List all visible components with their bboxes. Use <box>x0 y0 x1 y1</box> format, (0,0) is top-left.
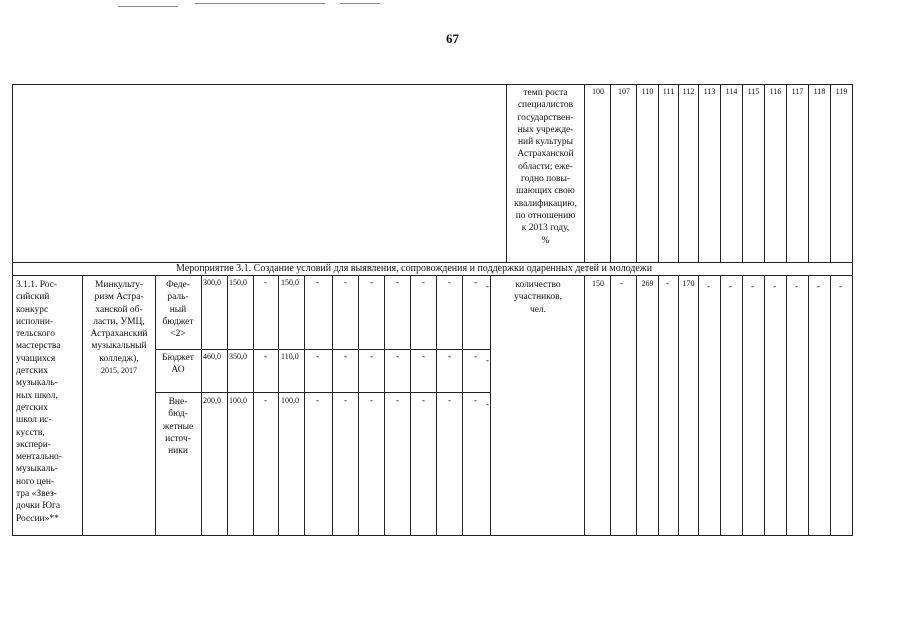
year-value: 112 <box>682 87 695 96</box>
activity-name-line: учащихся <box>16 353 56 364</box>
year-value: 100 <box>592 87 604 96</box>
activity-name-line: тра «Звез- <box>16 489 57 500</box>
table-border <box>201 275 202 535</box>
year-value: 115 <box>747 87 760 96</box>
executor-line: Астраханский <box>90 329 148 340</box>
funding-source-regional <box>155 352 201 377</box>
indicator-line: участников, <box>513 292 563 303</box>
funding-value: - <box>422 395 425 405</box>
indicator-value: - <box>795 281 798 291</box>
funding-value: - <box>474 395 477 405</box>
funding-value: - <box>474 351 477 361</box>
funding-value: 110,0 <box>281 352 299 361</box>
indicator-line: годно повы- <box>520 174 571 185</box>
table-border <box>584 275 585 535</box>
year-value: 118 <box>813 87 826 96</box>
funding-value: - <box>344 351 347 361</box>
funding-value: - <box>486 355 489 365</box>
funding-value: - <box>396 277 399 287</box>
table-border <box>12 84 853 85</box>
table-border <box>764 275 765 535</box>
indicator-value: - <box>773 281 776 291</box>
table-border <box>384 275 385 535</box>
indicator-line: шающих свою <box>516 186 575 197</box>
activity-name-line: ных школ, <box>16 390 58 401</box>
activity-name-line: школ ис- <box>16 415 52 426</box>
table-border <box>490 275 491 535</box>
funding-value: 200,0 <box>203 396 221 405</box>
funding-value: - <box>344 395 347 405</box>
funding-value: 460,0 <box>203 352 221 361</box>
year-value: 117 <box>791 87 804 96</box>
indicator-line: к 2013 году, <box>521 223 570 234</box>
year-value: 107 <box>618 87 630 96</box>
measure-title: Мероприятие 3.1. Создание условий для выявления, сопровождения и поддержки одаренных детей и молодежи <box>176 263 653 274</box>
table-border <box>742 275 743 535</box>
table-border <box>358 275 359 535</box>
indicator-line: количество <box>515 280 561 290</box>
funding-value: 100,0 <box>229 396 247 405</box>
table-border <box>12 84 13 536</box>
executor-line: ласти, УМЦ, <box>93 316 145 327</box>
table-border <box>636 275 637 535</box>
activity-name-line: музыкаль- <box>16 464 58 475</box>
indicator-line: квалификацию, <box>514 198 577 209</box>
funding-value: - <box>316 351 319 361</box>
table-border <box>12 275 853 276</box>
funding-value: - <box>448 395 451 405</box>
table-border <box>742 84 743 262</box>
funding-value: - <box>370 351 373 361</box>
table-border <box>610 84 611 262</box>
funding-source-line: <2> <box>170 329 186 340</box>
funding-source-line: Вне- <box>168 397 188 407</box>
table-border <box>155 392 491 393</box>
table-border <box>658 275 659 535</box>
funding-source-line: жетные <box>162 421 194 432</box>
indicator-line: по отношению <box>515 210 576 221</box>
funding-value: 300,0 <box>203 278 221 287</box>
table-border <box>678 84 679 262</box>
indicator-value: 170 <box>682 279 695 288</box>
funding-value: - <box>264 277 267 287</box>
funding-source-line: Феде- <box>166 280 190 290</box>
funding-value: - <box>396 395 399 405</box>
table-border <box>658 84 659 262</box>
table-border <box>410 275 411 535</box>
funding-value: - <box>486 399 489 409</box>
table-border <box>720 275 721 535</box>
activity-name-line: России»** <box>16 513 59 524</box>
table-border <box>436 275 437 535</box>
activity-name-line: сийский <box>16 292 50 303</box>
indicator-line: Астраханской <box>517 149 574 160</box>
indicator-line: государствен- <box>517 112 574 123</box>
year-value: 113 <box>703 87 716 96</box>
indicator-value: - <box>729 281 732 291</box>
activity-name-cell <box>16 279 82 525</box>
table-border <box>227 275 228 535</box>
table-border <box>304 275 305 535</box>
indicator-value: - <box>839 281 842 291</box>
executor-years: 2015, 2017 <box>101 366 137 376</box>
table-border <box>786 84 787 262</box>
year-value: 111 <box>662 87 675 96</box>
activity-name-line: тельского <box>16 329 55 340</box>
funding-value: 100,0 <box>281 396 299 405</box>
funding-value: - <box>422 277 425 287</box>
table-border <box>12 535 853 536</box>
funding-value: - <box>370 395 373 405</box>
funding-source-line: источ- <box>165 433 191 444</box>
indicator-value: - <box>751 281 754 291</box>
funding-value: - <box>264 351 267 361</box>
activity-name-line: 3.1.1. Рос- <box>16 280 58 290</box>
funding-value: 150,0 <box>281 278 299 287</box>
funding-value: - <box>370 277 373 287</box>
table-border <box>720 84 721 262</box>
table-border <box>636 84 637 262</box>
funding-value: - <box>474 277 477 287</box>
page-number: 67 <box>446 31 459 46</box>
year-value: 119 <box>835 87 848 96</box>
funding-source-extrabudgetary <box>155 396 201 457</box>
indicator-value: 150 <box>592 279 604 288</box>
table-border <box>698 275 699 535</box>
scan-artifact-line <box>118 6 178 7</box>
table-border <box>786 275 787 535</box>
executor-line: Минкульту- <box>94 280 144 290</box>
table-border <box>155 349 491 350</box>
funding-value: - <box>448 351 451 361</box>
indicator-value: - <box>817 281 820 291</box>
funding-value: - <box>316 395 319 405</box>
activity-name-line: конкурс <box>16 304 49 315</box>
indicator-line: % <box>541 235 550 246</box>
table-border <box>610 275 611 535</box>
executor-line: ханской об- <box>95 304 143 315</box>
row-indicator-cell <box>492 279 584 316</box>
activity-name-line: экспери- <box>16 439 51 450</box>
indicator-value: 269 <box>641 279 654 288</box>
indicator-value: - <box>666 278 669 288</box>
indicator-line: ний культуры <box>517 137 574 148</box>
funding-source-line: Бюджет <box>162 353 194 363</box>
indicator-line: специалистов <box>517 100 574 111</box>
executor-line: колледж), <box>99 353 139 364</box>
funding-value: - <box>422 351 425 361</box>
funding-value: - <box>316 277 319 287</box>
indicator-line: темп роста <box>523 88 568 98</box>
funding-value: - <box>486 281 489 291</box>
table-border <box>764 84 765 262</box>
scan-artifact-line <box>340 3 380 4</box>
activity-name-line: исполни- <box>16 316 54 327</box>
funding-source-federal <box>155 279 201 340</box>
funding-source-line: АО <box>171 365 185 376</box>
activity-name-line: музыкаль- <box>16 378 58 389</box>
table-border <box>852 84 853 536</box>
year-value: 114 <box>725 87 738 96</box>
activity-name-line: детских <box>16 402 48 413</box>
year-value: 110 <box>641 87 654 96</box>
funding-value: - <box>396 351 399 361</box>
executor-line: ризм Астра- <box>94 292 144 303</box>
funding-value: 150,0 <box>229 278 247 287</box>
funding-source-line: бюджет <box>162 316 194 327</box>
funding-source-line: бюд- <box>168 409 188 420</box>
table-border <box>808 84 809 262</box>
indicator-cell <box>506 87 585 247</box>
funding-source-line: ный <box>169 304 187 315</box>
indicator-value: - <box>707 281 710 291</box>
funding-value: - <box>448 277 451 287</box>
table-border <box>332 275 333 535</box>
indicator-value: - <box>620 278 623 288</box>
funding-value: - <box>344 277 347 287</box>
table-border <box>278 275 279 535</box>
table-border <box>253 275 254 535</box>
executor-cell <box>83 279 155 377</box>
activity-name-line: кусств, <box>16 427 45 438</box>
activity-name-line: ного цен- <box>16 476 55 487</box>
year-value: 116 <box>769 87 782 96</box>
table-border <box>698 84 699 262</box>
funding-value: - <box>264 395 267 405</box>
indicator-line: области; еже- <box>518 161 573 172</box>
table-border <box>462 275 463 535</box>
activity-name-line: детских <box>16 366 48 377</box>
indicator-line: чел. <box>529 304 547 315</box>
table-border <box>830 275 831 535</box>
funding-value: 350,0 <box>229 352 247 361</box>
indicator-line: ных учрежде- <box>517 124 574 135</box>
table-border <box>678 275 679 535</box>
table-border <box>808 275 809 535</box>
activity-name-line: мастерства <box>16 341 61 352</box>
funding-source-line: ники <box>168 446 188 457</box>
activity-name-line: ментально- <box>16 452 62 463</box>
funding-source-line: раль- <box>167 292 189 303</box>
executor-line: музыкальный <box>91 341 147 352</box>
table-border <box>830 84 831 262</box>
scan-artifact-line <box>195 3 325 4</box>
activity-name-line: дочки Юга <box>16 501 61 512</box>
